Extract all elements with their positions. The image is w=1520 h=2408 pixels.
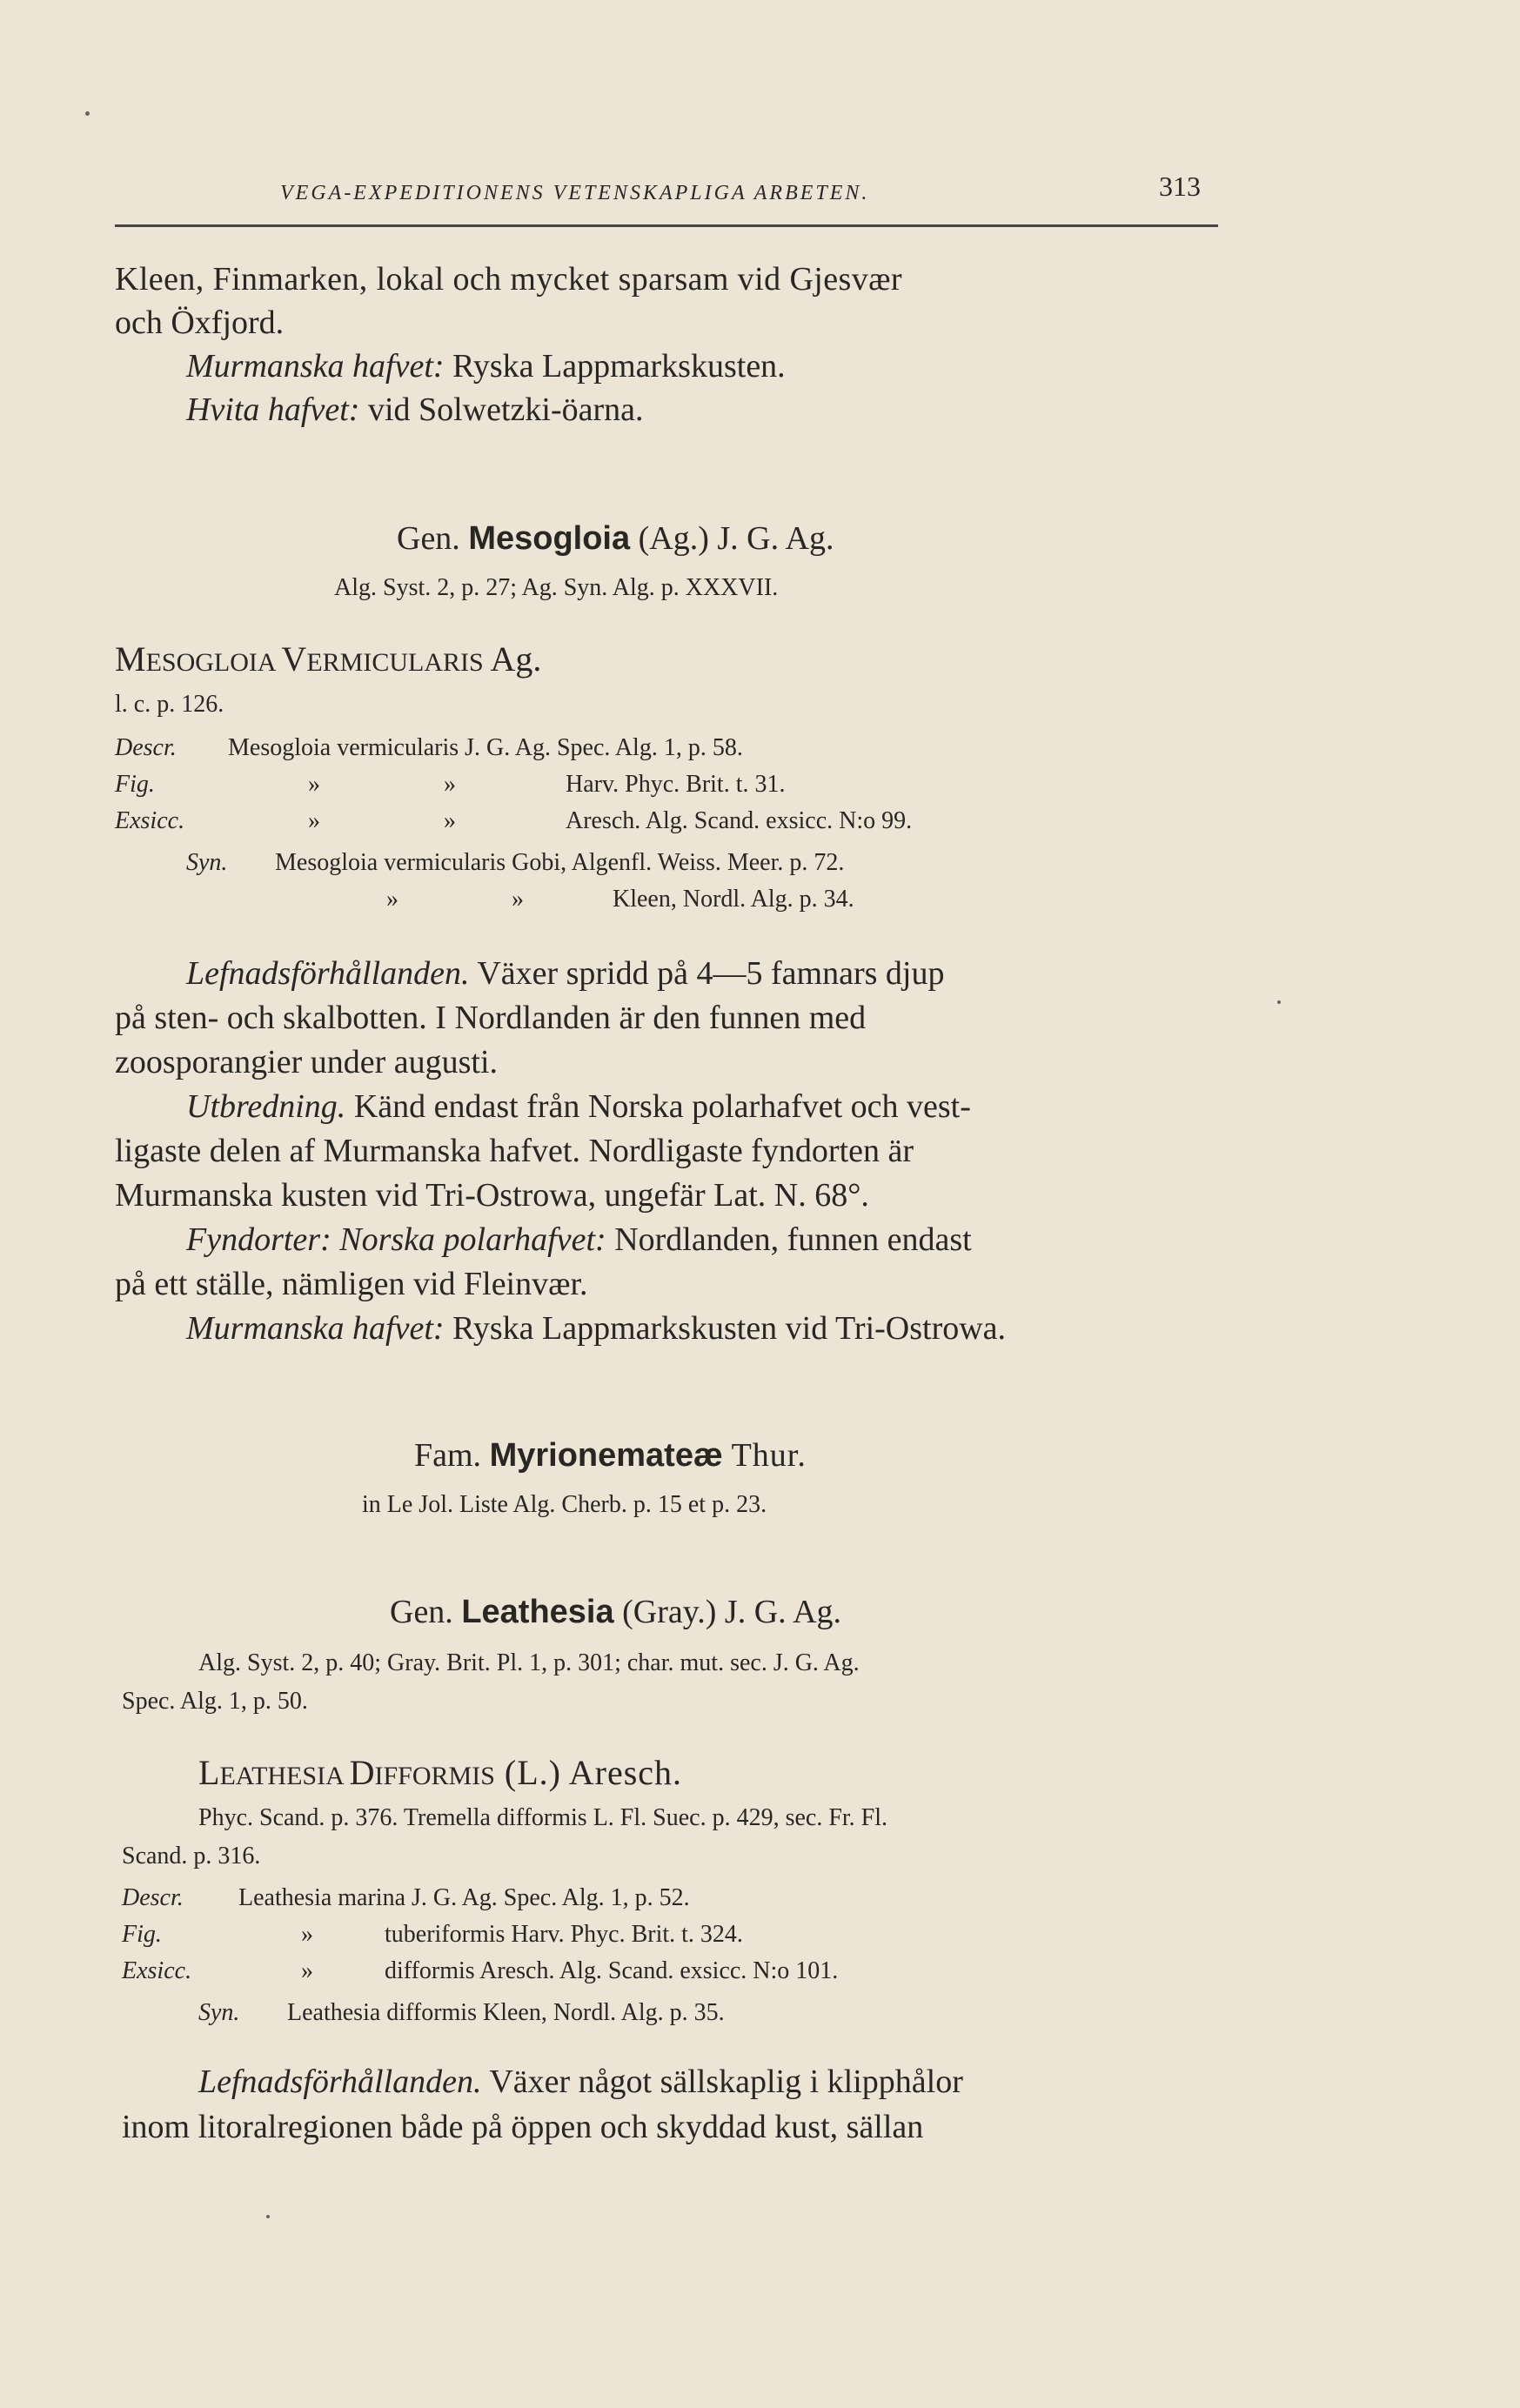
scan-speck [85,111,90,116]
species-initial: V [281,639,307,679]
running-title: VEGA-EXPEDITIONENS VETENSKAPLIGA ARBETEN. [280,182,870,204]
species-author: Ag. [483,639,542,679]
section-label: Murmanska hafvet: [186,1310,445,1347]
genus-prefix: Gen. [397,520,469,557]
text-line: zoosporangier under augusti. [115,1044,499,1080]
genus-reference: Spec. Alg. 1, p. 50. [122,1688,308,1715]
species-name: EATHESIA [219,1762,350,1790]
section-text: Växer spridd på 4—5 famnars djup [469,955,945,992]
ref-text: difformis Aresch. Alg. Scand. exsicc. N:o 101. [385,1957,839,1984]
family-author: Thur. [722,1437,807,1474]
ditto-mark: » [512,886,524,913]
species-reference: Phyc. Scand. p. 376. Tremella difformis L. Fl. Suec. p. 429, sec. Fr. Fl. [198,1804,888,1831]
species-heading [115,639,542,679]
header-rule [115,224,1218,227]
text-line [186,1090,971,1123]
text-line: på sten- och skalbotten. I Nordlanden är den funnen med [115,1000,867,1036]
ditto-mark: » [308,771,320,798]
ref-text: Mesogloia vermicularis Gobi, Algenfl. Weiss. Meer. p. 72. [275,849,845,876]
genus-name: Mesogloia [468,520,631,557]
ditto-mark: » [444,807,456,834]
ditto-mark: » [444,771,456,798]
locality-text: Ryska Lappmarkskusten. [444,348,786,385]
genus-reference: Alg. Syst. 2, p. 40; Gray. Brit. Pl. 1, p. 301; char. mut. sec. J. G. Ag. [198,1649,860,1676]
genus-reference: Alg. Syst. 2, p. 27; Ag. Syn. Alg. p. XXXVII. [334,574,779,601]
ref-text: Leathesia difformis Kleen, Nordl. Alg. p. 35. [287,1999,725,2026]
genus-heading [390,1595,841,1629]
species-heading [198,1753,683,1792]
genus-author: (Gray.) J. G. Ag. [613,1594,842,1630]
text-line [198,2065,963,2098]
text-line [186,1312,1006,1345]
text-line: på ett ställe, nämligen vid Fleinvær. [115,1266,588,1302]
ref-label: Descr. [122,1884,184,1911]
section-label: Lefnadsförhållanden. [198,2064,482,2100]
locality-label: Murmanska hafvet: [186,348,445,385]
section-label: Utbredning. [186,1088,346,1125]
ref-text: Aresch. Alg. Scand. exsicc. N:o 99. [566,807,913,834]
species-initial: L [198,1753,220,1792]
family-prefix: Fam. [414,1437,490,1474]
section-text: Känd endast från Norska polarhafvet och vest- [345,1088,971,1125]
ref-label: Exsicc. [122,1957,192,1984]
ditto-mark: » [386,886,398,913]
ref-label: Syn. [186,849,228,876]
text-line [186,957,944,990]
scan-speck [266,2215,270,2218]
species-name: IFFORMIS [374,1762,495,1790]
page-number: 313 [1159,171,1201,202]
text-line: och Öxfjord. [115,304,285,341]
family-reference: in Le Jol. Liste Alg. Cherb. p. 15 et p. 23. [362,1491,767,1518]
ref-label: Descr. [115,734,177,761]
text-line [186,393,644,426]
ref-label: Exsicc. [115,807,185,834]
locality-label: Hvita hafvet: [186,391,360,428]
genus-prefix: Gen. [390,1594,462,1630]
genus-author: (Ag.) J. G. Ag. [630,520,834,557]
species-initial: M [115,639,146,679]
ref-label: Syn. [198,1999,240,2026]
ref-label: Fig. [115,771,155,798]
ref-text: Harv. Phyc. Brit. t. 31. [566,771,786,798]
ditto-mark: » [301,1957,313,1984]
text-line [186,350,786,383]
ref-text: Leathesia marina J. G. Ag. Spec. Alg. 1, p. 52. [238,1884,690,1911]
genus-heading [397,522,834,555]
species-reference: Scand. p. 316. [122,1843,261,1870]
scan-speck [1277,1000,1281,1004]
family-name: Myrionemateæ [489,1437,723,1474]
species-name: ERMICULARIS [306,648,484,677]
text-line: ligaste delen af Murmanska hafvet. Nordligaste fyndorten är [115,1133,914,1169]
section-label: Lefnadsförhållanden. [186,955,470,992]
ditto-mark: » [301,1921,313,1948]
section-label: Fyndorter: Norska polarhafvet: [186,1221,606,1258]
locality-text: vid Solwetzki-öarna. [359,391,644,428]
text-line: Murmanska kusten vid Tri-Ostrowa, ungefär Lat. N. 68°. [115,1177,869,1214]
ref-label: Fig. [122,1921,162,1948]
species-initial: D [349,1753,375,1792]
section-text: Nordlanden, funnen endast [606,1221,972,1258]
section-text: Ryska Lappmarkskusten vid Tri-Ostrowa. [444,1310,1007,1347]
ditto-mark: » [308,807,320,834]
text-line: inom litoralregionen både på öppen och skyddad kust, sällan [122,2109,924,2145]
text-line: Kleen, Finmarken, lokal och mycket sparsam vid Gjesvær [115,261,902,298]
species-name: ESOGLOIA [145,648,282,677]
ref-text: Kleen, Nordl. Alg. p. 34. [613,886,854,913]
ref-text: Mesogloia vermicularis J. G. Ag. Spec. Alg. 1, p. 58. [228,734,743,761]
ref-text: tuberiformis Harv. Phyc. Brit. t. 324. [385,1921,743,1948]
genus-name: Leathesia [461,1594,614,1630]
species-reference: l. c. p. 126. [115,691,224,718]
species-author: (L.) Aresch. [494,1753,683,1792]
text-line [186,1223,972,1256]
section-text: Växer något sällskaplig i klipphålor [481,2064,963,2100]
family-heading [414,1439,807,1472]
